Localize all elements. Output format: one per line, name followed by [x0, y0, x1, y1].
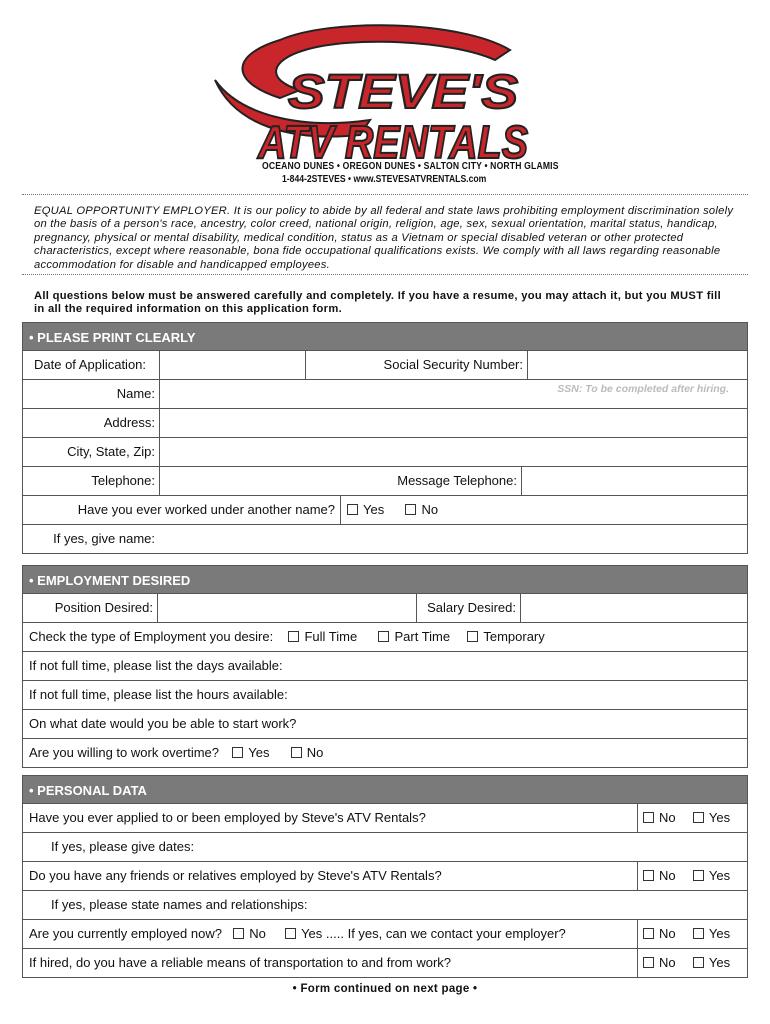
friends-no-checkbox[interactable]: [643, 870, 654, 881]
applied-no-checkbox[interactable]: [643, 812, 654, 823]
row-telephone: [22, 467, 748, 496]
employed-yes-checkbox[interactable]: [285, 928, 296, 939]
date-field[interactable]: [160, 351, 305, 379]
applied-before-options: [643, 804, 730, 832]
row-employment-type: [22, 623, 748, 652]
telephone-field[interactable]: [160, 467, 340, 495]
overtime-no-checkbox[interactable]: [291, 747, 302, 758]
overtime-options: [29, 739, 323, 767]
yes-label: Yes: [708, 926, 731, 941]
other-name-no-checkbox[interactable]: [405, 504, 416, 515]
give-name-field[interactable]: [160, 525, 747, 553]
row-hours-available[interactable]: [22, 681, 748, 710]
temporary-checkbox[interactable]: [467, 631, 478, 642]
row-city: [22, 438, 748, 467]
applied-before-question: Have you ever applied to or been employed by Steve's ATV Rentals?: [29, 810, 426, 825]
transport-no-checkbox[interactable]: [643, 957, 654, 968]
contact-employer-options: [643, 920, 730, 948]
row-friends-names[interactable]: [22, 891, 748, 920]
overtime-question: Are you willing to work overtime?: [29, 745, 220, 760]
yes-label: Yes: [708, 955, 731, 970]
row-currently-employed: [22, 920, 748, 949]
city-label: City, State, Zip:: [67, 444, 155, 459]
section-header: • EMPLOYMENT DESIRED: [22, 565, 748, 594]
no-label: No: [659, 926, 676, 941]
no-label: No: [659, 810, 676, 825]
transportation-question: If hired, do you have a reliable means of transportation to and from work?: [29, 955, 452, 970]
yes-label: Yes: [301, 926, 323, 941]
contact-yes-checkbox[interactable]: [693, 928, 704, 939]
telephone-label: Telephone:: [91, 473, 155, 488]
overtime-yes-checkbox[interactable]: [232, 747, 243, 758]
section-print-clearly: [22, 322, 748, 554]
other-name-question: Have you ever worked under another name?: [77, 502, 335, 517]
section-personal-data: [22, 775, 748, 978]
transport-yes-checkbox[interactable]: [693, 957, 704, 968]
position-field[interactable]: [158, 594, 416, 622]
logo-text-atv-rentals: ATV RENTALS: [257, 116, 529, 168]
give-name-label: If yes, give name:: [53, 531, 155, 546]
row-transportation: [22, 949, 748, 978]
logo-text-steves: STEVE'S: [288, 66, 518, 119]
yes-label: Yes: [248, 745, 270, 760]
message-telephone-label: Message Telephone:: [397, 473, 517, 488]
logo-contact: 1-844-2STEVES • www.STEVESATVRENTALS.com: [282, 173, 487, 185]
name-label: Name:: [116, 386, 155, 401]
eeo-statement: EQUAL OPPORTUNITY EMPLOYER. It is our policy to abide by all federal and state laws prohibiting employment discrimination solely on the basis of a person's race, ancestry, color creed, national origin, religion, age, sex, sexual orientation, marital status, handicap, pregnancy, physical or mental disability, medical condition, status as a Vietnam or special disabled veteran or other protected characteristics, except where reasonable, bona fide occupational qualifications exists. We comply with all laws regarding reasonable accommodation for disable and handicapped employees.: [34, 205, 734, 271]
days-available-label: If not full time, please list the days available:: [29, 658, 283, 673]
form-continued-footer: • Form continued on next page •: [292, 983, 478, 995]
row-days-available[interactable]: [22, 652, 748, 681]
section-employment-desired: [22, 565, 748, 768]
date-label: Date of Application:: [34, 357, 147, 372]
row-applied-before: [22, 804, 748, 833]
friends-yes-checkbox[interactable]: [693, 870, 704, 881]
yes-label: Yes: [708, 868, 731, 883]
address-label: Address:: [103, 415, 155, 430]
part-time-checkbox[interactable]: [378, 631, 389, 642]
message-telephone-field[interactable]: [522, 467, 747, 495]
other-name-options: [347, 496, 438, 524]
row-give-name: [22, 525, 748, 554]
row-position-salary: [22, 594, 748, 623]
address-field[interactable]: [160, 409, 747, 437]
row-applied-dates[interactable]: [22, 833, 748, 862]
friends-question: Do you have any friends or relatives employed by Steve's ATV Rentals?: [29, 868, 442, 883]
currently-employed-question: Are you currently employed now?: [29, 926, 222, 941]
salary-field[interactable]: [521, 594, 747, 622]
friends-options: [643, 862, 730, 890]
ssn-field[interactable]: [528, 351, 747, 379]
full-time-label: Full Time: [304, 629, 358, 644]
ssn-label: Social Security Number:: [383, 357, 523, 372]
transportation-options: [643, 949, 730, 977]
contact-no-checkbox[interactable]: [643, 928, 654, 939]
yes-label: Yes: [708, 810, 731, 825]
row-address: [22, 409, 748, 438]
applied-dates-label: If yes, please give dates:: [51, 839, 195, 854]
applied-yes-checkbox[interactable]: [693, 812, 704, 823]
logo-locations: OCEANO DUNES • OREGON DUNES • SALTON CITY • NORTH GLAMIS: [262, 160, 559, 172]
no-label: No: [306, 745, 324, 760]
section-header: • PERSONAL DATA: [22, 775, 748, 804]
row-other-name: [22, 496, 748, 525]
ssn-note: SSN: To be completed after hiring.: [557, 383, 729, 395]
no-label: No: [249, 926, 266, 941]
row-start-date[interactable]: [22, 710, 748, 739]
name-field[interactable]: [160, 380, 747, 408]
start-date-label: On what date would you be able to start work?: [29, 716, 297, 731]
row-overtime: [22, 739, 748, 768]
temporary-label: Temporary: [483, 629, 545, 644]
section-header: • PLEASE PRINT CLEARLY: [22, 322, 748, 351]
yes-label: Yes: [363, 502, 385, 517]
full-time-checkbox[interactable]: [288, 631, 299, 642]
other-name-yes-checkbox[interactable]: [347, 504, 358, 515]
divider: [22, 274, 748, 275]
row-date-ssn: [22, 351, 748, 380]
friends-names-label: If yes, please state names and relationships:: [51, 897, 308, 912]
employment-type-options: [29, 623, 545, 651]
employed-no-checkbox[interactable]: [233, 928, 244, 939]
hours-available-label: If not full time, please list the hours available:: [29, 687, 288, 702]
city-field[interactable]: [160, 438, 747, 466]
no-label: No: [659, 868, 676, 883]
salary-label: Salary Desired:: [427, 600, 516, 615]
employment-type-question: Check the type of Employment you desire:: [29, 629, 274, 644]
no-label: No: [659, 955, 676, 970]
instructions: All questions below must be answered carefully and completely. If you have a resume, you may attach it, but you MUST fill in all the required information on this application form.: [34, 290, 721, 316]
no-label: No: [421, 502, 439, 517]
part-time-label: Part Time: [394, 629, 451, 644]
currently-employed-options: [29, 920, 566, 948]
row-friends: [22, 862, 748, 891]
contact-employer-question: ..... If yes, can we contact your employer?: [325, 926, 566, 941]
divider: [22, 194, 748, 195]
position-label: Position Desired:: [54, 600, 153, 615]
row-name: [22, 380, 748, 409]
